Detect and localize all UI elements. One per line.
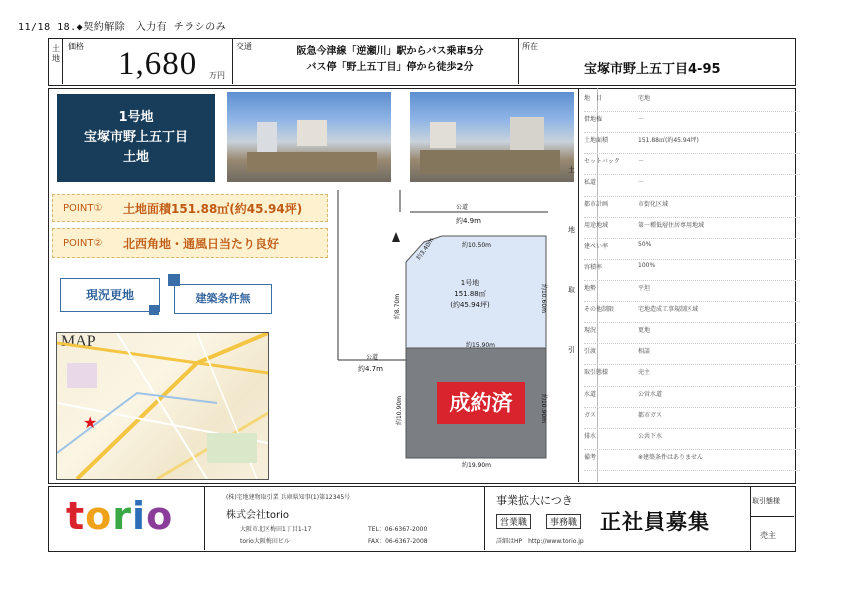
- spec-value: 公営水道: [638, 390, 663, 398]
- spec-row: [584, 301, 800, 323]
- lot-type: 土地: [122, 150, 149, 165]
- trade-type-value: 売主: [760, 531, 776, 540]
- lot-title: 1号地: [118, 110, 154, 125]
- road-west-label: 公道: [366, 354, 379, 361]
- price-unit: 万円: [209, 71, 225, 80]
- road-north-label: 公道: [456, 204, 469, 211]
- spec-key: 水道: [584, 390, 597, 398]
- company-address: 大阪市北区梅田1丁目1-17: [240, 526, 312, 533]
- spec-row: [584, 280, 800, 302]
- spec-key: 土地面積: [584, 137, 609, 145]
- company-logo: torio: [66, 494, 174, 538]
- access-label: 交通: [236, 42, 252, 51]
- spec-row: [584, 386, 800, 408]
- house-shape: [257, 122, 277, 152]
- edge-top: 約10.50m: [462, 242, 492, 249]
- house-shape: [297, 120, 327, 146]
- spec-key: 備考: [584, 453, 597, 461]
- spec-row: [584, 217, 800, 239]
- vacant-lot: [247, 152, 377, 172]
- side-label: 地: [568, 226, 575, 234]
- tag-marker: [168, 274, 180, 286]
- spec-key: その他制限: [584, 306, 615, 314]
- spec-row: [584, 259, 800, 281]
- spec-row: [584, 343, 800, 365]
- spec-key: 地 目: [584, 95, 603, 102]
- point-2-label: POINT②: [63, 238, 103, 249]
- recruit-main: 正社員募集: [600, 510, 710, 534]
- trade-type-label: 取引態様: [752, 497, 780, 505]
- map-roads: [57, 333, 268, 479]
- spec-row: [584, 132, 800, 154]
- plot-diagram: [330, 190, 570, 480]
- spec-key: 容積率: [584, 263, 603, 271]
- point-1: [52, 194, 328, 222]
- lot-info-area: 151.88㎡: [454, 290, 486, 298]
- recruit-url[interactable]: 詳細はHP http://www.torio.jp: [496, 538, 584, 545]
- spec-value: 宅地造成工事規制区域: [638, 306, 699, 314]
- spec-value: 第一種低層住居専用地域: [638, 221, 705, 229]
- point-1-text: 土地面積151.88㎡(約45.94坪): [123, 202, 303, 216]
- recruit-heading: 事業拡大につき: [496, 494, 573, 507]
- spec-value: 相談: [638, 348, 651, 356]
- company-building: torio大阪梅田ビル: [240, 538, 290, 545]
- spec-row: [584, 90, 800, 112]
- spec-row: [584, 364, 800, 386]
- spec-row: [584, 174, 800, 196]
- spec-row: [584, 111, 800, 133]
- spec-value: －: [638, 116, 645, 124]
- spec-row: [584, 322, 800, 344]
- spec-value: 平坦: [638, 285, 651, 292]
- site-photo-1: [227, 92, 391, 182]
- spec-key: 取引態様: [584, 369, 609, 377]
- spec-value: 100%: [638, 261, 656, 269]
- spec-key: 借地権: [584, 116, 603, 124]
- spec-row: [584, 238, 800, 260]
- spec-key: ガス: [584, 411, 597, 419]
- property-location-marker-icon: ★: [83, 413, 98, 432]
- company-tel: TEL：06-6367-2000: [368, 526, 428, 533]
- spec-key: 都市計画: [584, 200, 609, 208]
- side-label: 土: [568, 166, 575, 174]
- edge-corner: 約3.40m: [415, 236, 436, 262]
- company-name: 株式会社torio: [226, 510, 290, 521]
- recruit-sales: 営業職: [496, 514, 531, 529]
- address-label: 所在: [522, 42, 538, 51]
- vacant-lot: [420, 150, 560, 174]
- spec-side-labels: [568, 140, 576, 380]
- lot-badge: [57, 94, 215, 182]
- spec-value: －: [638, 158, 645, 166]
- spec-value: 151.88㎡(約45.94坪): [638, 137, 699, 145]
- land-label: 土地: [52, 44, 60, 63]
- spec-value: ※建築条件はありません: [638, 453, 704, 461]
- spec-key: 引渡: [584, 348, 597, 356]
- spec-key: 地勢: [584, 285, 597, 292]
- tag-current-condition: 現況更地: [60, 278, 160, 312]
- price-value: 1,680: [118, 46, 198, 82]
- spec-value: 都市ガス: [638, 411, 663, 419]
- north-arrow-icon: [392, 232, 400, 242]
- spec-value: 50%: [638, 240, 652, 248]
- recruit-office: 事務職: [546, 514, 581, 529]
- location-map: [56, 332, 269, 480]
- spec-value: 宅地: [638, 95, 651, 102]
- site-photo-2: [410, 92, 574, 182]
- road-west-width: 約4.7m: [358, 365, 383, 373]
- point-1-label: POINT①: [63, 203, 103, 214]
- road-north-width: 約4.9m: [456, 217, 481, 225]
- edge-right-upper: 約10.60m: [540, 283, 548, 314]
- lot-info-tsubo: (約45.94坪): [450, 301, 490, 309]
- address-value: 宝塚市野上五丁目4-95: [584, 62, 721, 77]
- company-license: (株)宅地建物取引業 兵庫県知事(1)第12345号: [226, 494, 351, 501]
- edge-middle: 約15.90m: [466, 342, 496, 349]
- edge-right-lower: 約10.90m: [540, 393, 548, 424]
- spec-key: 排水: [584, 432, 597, 440]
- lot-info-name: 1号地: [460, 279, 480, 287]
- spec-key: 建ぺい率: [584, 242, 609, 250]
- spec-value: 売主: [638, 369, 651, 377]
- price-label: 価格: [68, 42, 84, 51]
- spec-key: 現況: [584, 327, 597, 335]
- spec-value: 更地: [638, 327, 651, 335]
- spec-row: [584, 449, 800, 471]
- side-label: 引: [568, 346, 575, 354]
- point-2-text: 北西角地・通風日当たり良好: [123, 237, 280, 251]
- spec-value: －: [638, 179, 645, 187]
- tag-marker: [149, 305, 159, 315]
- tag-building-conditions: 建築条件無: [174, 284, 272, 314]
- spec-key: セットバック: [584, 158, 620, 166]
- spec-row: [584, 196, 800, 218]
- map-title: MAP: [61, 333, 96, 350]
- spec-rows: [584, 90, 792, 470]
- access-line-1: 阪急今津線「逆瀬川」駅からバス乗車5分: [296, 46, 484, 57]
- spec-row: [584, 428, 800, 450]
- house-shape: [430, 122, 456, 148]
- spec-value: 公共下水: [638, 432, 663, 440]
- sold-badge: 成約済: [437, 382, 525, 424]
- edge-bottom: 約19.90m: [462, 462, 492, 469]
- spec-key: 用途地域: [584, 221, 609, 229]
- access-line-2: バス停「野上五丁目」停から徒歩2分: [306, 62, 474, 73]
- house-shape: [510, 117, 544, 151]
- lot-info: [410, 278, 530, 311]
- spec-value: 市街化区域: [638, 200, 669, 208]
- spec-row: [584, 407, 800, 429]
- edge-left-lower: 約10.90m: [396, 395, 404, 426]
- spec-key: 私道: [584, 179, 597, 187]
- spec-row: [584, 153, 800, 175]
- edge-left-upper: 約8.70m: [394, 293, 402, 320]
- company-fax: FAX：06-6367-2008: [368, 538, 428, 545]
- point-2: [52, 228, 328, 258]
- side-label: 取: [568, 286, 575, 294]
- lot-area-line: 宝塚市野上五丁目: [83, 130, 188, 145]
- top-note: 11/18 18.◆契約解除 入力有 チラシのみ: [18, 22, 227, 33]
